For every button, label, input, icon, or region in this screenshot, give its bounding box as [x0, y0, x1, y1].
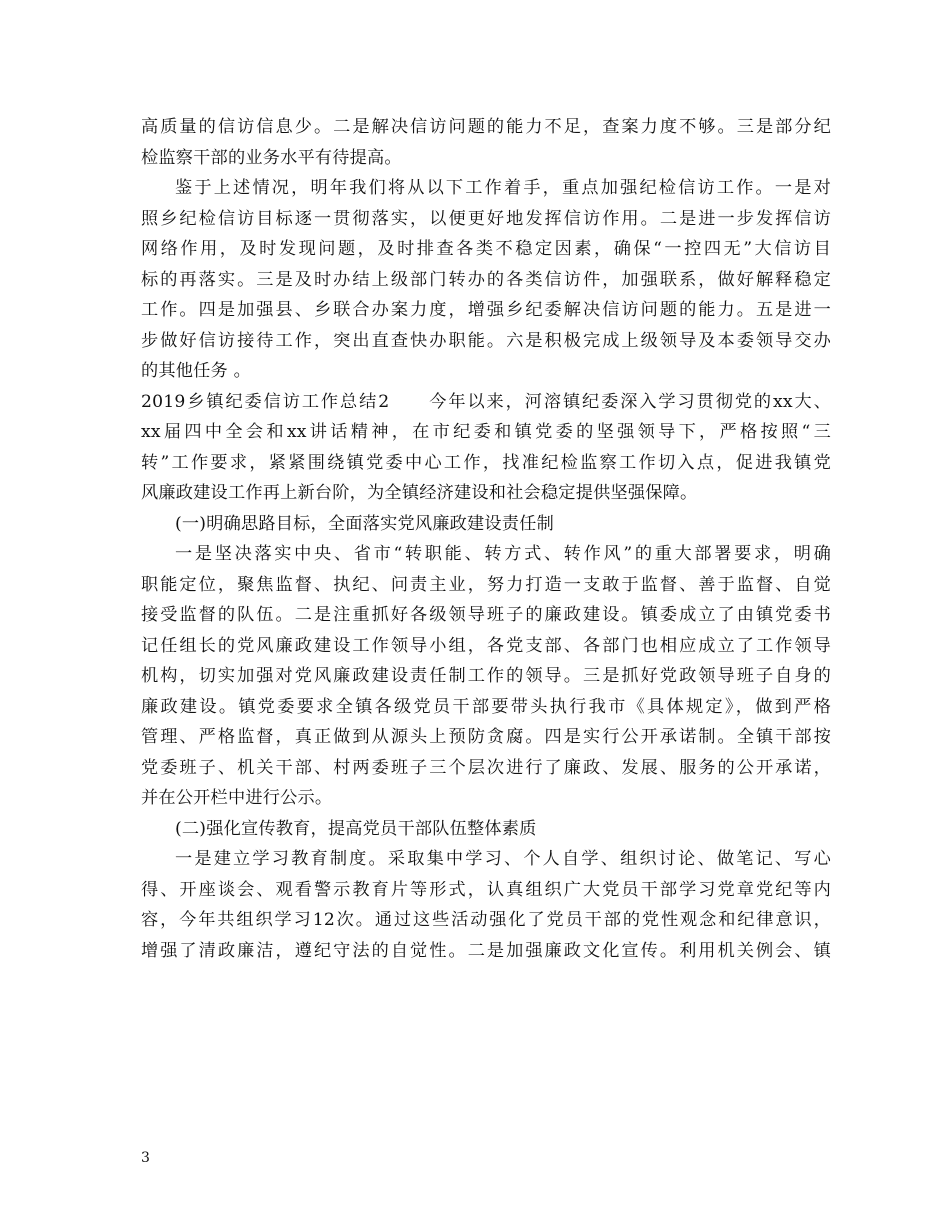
text-line: 管理、严格监督，真正做到从源头上预防贪腐。四是实行公开承诺制。全镇干部按: [141, 727, 831, 747]
text-line: 高质量的信访信息少。二是解决信访问题的能力不足，查案力度不够。三是部分纪: [141, 117, 831, 137]
text-line: 转”工作要求，紧紧围绕镇党委中心工作，找准纪检监察工作切入点，促进我镇党: [141, 452, 831, 473]
text-line: 网络作用，及时发现问题，及时排查各类不稳定因素，确保“一控四无”大信访目: [141, 239, 831, 259]
text-line: 党委班子、机关干部、村两委班子三个层次进行了廉政、发展、服务的公开承诺，: [141, 757, 831, 778]
text-line: 一是坚决落实中央、省市“转职能、转方式、转作风”的重大部署要求，明确: [175, 544, 831, 564]
text-line: 步做好信访接待工作，突出直查快办职能。六是积极完成上级领导及本委领导交办: [141, 330, 831, 351]
text-line: 并在公开栏中进行公示。: [141, 788, 333, 808]
text-line: 记任组长的党风廉政建设工作领导小组，各党支部、各部门也相应成立了工作领导: [141, 635, 831, 656]
text-line: 廉政建设。镇党委要求全镇各级党员干部要带头执行我市《具体规定》，做到严格: [141, 696, 831, 717]
text-line: 增强了清政廉洁，遵纪守法的自觉性。二是加强廉政文化宣传。利用机关例会、镇: [141, 940, 831, 961]
text-line: 检监察干部的业务水平有待提高。: [141, 147, 402, 168]
text-line: 职能定位，聚焦监督、执纪、问责主业，努力打造一支敢于监督、善于监督、自觉: [141, 574, 831, 595]
text-line: 鉴于上述情况，明年我们将从以下工作着手，重点加强纪检信访工作。一是对: [175, 178, 831, 198]
text-line: (二)强化宣传教育，提高党员干部队伍整体素质: [175, 818, 537, 839]
text-line: 风廉政建设工作再上新台阶，为全镇经济建设和社会稳定提供坚强保障。: [141, 483, 698, 503]
text-line: 标的再落实。三是及时办结上级部门转办的各类信访件，加强联系，做好解释稳定: [141, 269, 831, 290]
text-line: 得、开座谈会、观看警示教育片等形式，认真组织广大党员干部学习党章党纪等内: [141, 879, 831, 900]
text-line: xx届四中全会和xx讲话精神，在市纪委和镇党委的坚强领导下，严格按照“三: [141, 422, 831, 442]
text-line: (一)明确思路目标，全面落实党风廉政建设责任制: [175, 513, 554, 534]
text-line: 照乡纪检信访目标逐一贯彻落实，以便更好地发挥信访作用。二是进一步发挥信访: [141, 208, 831, 229]
text-line: 接受监督的队伍。二是注重抓好各级领导班子的廉政建设。镇委成立了由镇党委书: [141, 605, 831, 625]
text-line: 的其他任务 。: [141, 361, 251, 381]
text-line: 2019乡镇纪委信访工作总结2 今年以来，河溶镇纪委深入学习贯彻党的xx大、: [141, 391, 831, 412]
text-line: 工作。四是加强县、乡联合办案力度，增强乡纪委解决信访问题的能力。五是进一: [141, 300, 831, 320]
page-number: 3: [141, 1150, 150, 1166]
text-line: 一是建立学习教育制度。采取集中学习、个人自学、组织讨论、做笔记、写心: [175, 849, 831, 869]
text-line: 容，今年共组织学习12次。通过这些活动强化了党员干部的党性观念和纪律意识，: [141, 910, 831, 930]
text-line: 机构，切实加强对党风廉政建设责任制工作的领导。三是抓好党政领导班子自身的: [141, 666, 831, 686]
